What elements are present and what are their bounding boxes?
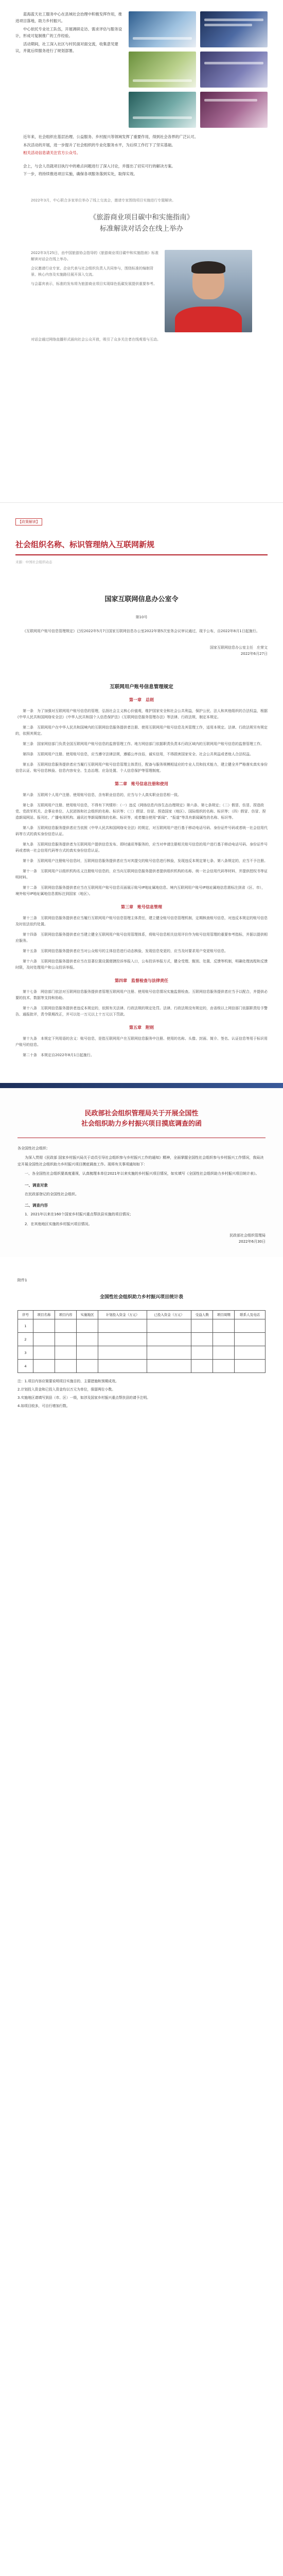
chapter-heading: 第二章 账号信息注册和使用 [115,781,168,786]
article-paragraph: 第二十条 本规定自2022年8月1日起施行。 [23,1053,94,1057]
article-paragraph: 第十七条 网信部门依法对互联网信息服务提供者管理互联网用户注册、使用账号信息情况实施监督检查。互联网信息服务提供者应当予以配合，并提供必要的技术、数据等支持和协助。 [15,989,268,1000]
letter-signer: 民政部社会组织管理局 [229,1233,266,1238]
table-note: 注：1.项目内容应简要说明项目实施目的、主要措施和预期成效。 [17,1379,119,1383]
table-header-row [18,1311,266,1319]
table-cell [147,1319,191,1333]
article-paragraph: 第十条 互联网用户注册账号信息时，互联网信息服务提供者应当对其提交的账号信息进行核验，发现违反本规定第七条、第八条规定的，应当不予注册。 [23,858,268,863]
table-row [18,1333,266,1346]
event-desc-paragraph: 会议邀请行业专家、企业代表与社会组织负责人共同参与，围绕标准的编制背景、核心内容及实施路径展开深入交流。 [31,266,153,277]
event-section [0,179,283,348]
decree-number: 第10号 [135,615,148,619]
table-cell [191,1360,213,1373]
column-header: 联系人及电话 [235,1311,266,1319]
table-cell [213,1333,235,1346]
caption-paragraph: 近年来，社会组织在基层治理、公益服务、乡村振兴等领域发挥了重要作用，得到社会各界的广泛认可。 [23,134,198,139]
article-paragraph: 第九条 互联网信息服务提供者为互联网用户提供信息发布、即时通讯等服务的，应当对申请注册相关账号信息的用户进行基于移动电话号码、身份证件号码或者统一社会信用代码等方式的真实身份信息认证。 [15,842,268,853]
table-cell [77,1360,98,1373]
letter-paragraph: 为深入贯彻《民政部 国家乡村振兴局关于动员引导社会组织参与乡村振兴工作的通知》精神，全面掌握全国性社会组织参与乡村振兴工作情况，我局决定开展全国性社会组织助力乡村振兴项目摸底调查工作。现将有关事项通知如下： [17,1156,264,1166]
letter-banner [0,1083,283,1088]
table-row [18,1319,266,1333]
column-header: 项目内容 [55,1311,77,1319]
table-cell [191,1319,213,1333]
table-notes [17,1378,266,1409]
table-cell [147,1333,191,1346]
event-desc-paragraph: 2022年3月25日，由中国旅游协会指导的《旅游商业项目碳中和实施指南》标准解读对话会在线上举办。 [31,250,159,261]
regulation-title: 互联网用户账号信息管理规定 [110,684,173,690]
article-paragraph: 第一条 为了加强对互联网用户账号信息的管理，弘扬社会主义核心价值观，维护国家安全和社会公共利益，保护公民、法人和其他组织的合法权益，根据《中华人民共和国网络安全法》《中华人民共和国个人信息保护法》《互联网信息服务管理办法》等法律、行政法规，制定本规定。 [15,708,268,719]
table-cell [33,1346,55,1360]
activity-photo [200,92,268,128]
event-title [31,212,252,234]
title-rule [15,554,268,555]
table-cell [77,1319,98,1333]
attachment-label: 附件1 [17,1278,27,1282]
table-note: 2.计划投入资金和已投入资金均以万元为单位，保留两位小数。 [17,1387,115,1392]
letter-paragraph: 1．2021年以来在160个国家乡村振兴重点帮扶县实施的项目情况； [25,1212,133,1216]
article-paragraph: 第十六条 互联网信息服务提供者应当在显著位置设置便捷投诉举报入口，公布投诉举报方式，健全受理、甄别、处置、反馈等机制，明确处理流程和反馈时限，及时处理用户和公众投诉举报。 [15,959,268,970]
article-paragraph: 第十四条 互联网信息服务提供者应当建立健全互联网用户账号信用管理体系，将账号信息相关信用评价作为账号信用管理的重要参考指标，并据以提供相应服务。 [15,932,268,943]
table-cell [98,1333,147,1346]
event-intro: 2022年3月，中心联合多家单位举办了线上交流会，邀请专家围绕项目实施进行专题解读。 [31,198,176,202]
speaker-photo [165,250,252,332]
article-paragraph: 第十一条 互联网用户以组织机构名义注册账号信息的，应当向互联网信息服务提供者提供组织机构的名称、统一社会信用代码等材料，并提供授权书等证明材料。 [15,869,268,879]
table-cell [235,1333,266,1346]
column-header: 序号 [18,1311,33,1319]
chapter-heading: 第一章 总则 [129,697,154,702]
article-paragraph: 第十三条 互联网信息服务提供者应当履行互联网用户账号信息管理主体责任，建立健全账号信息管理机制，定期核查账号信息，对违反本规定的账号信息及时依法依约处置。 [15,916,268,926]
article-tag: 【政策解读】 [15,518,42,526]
table-cell [213,1346,235,1360]
intro-section [0,0,283,163]
table-title: 全国性社会组织助力乡村振兴项目统计表 [99,1295,183,1300]
table-cell [213,1360,235,1373]
project-table [17,1310,266,1373]
chapter-heading: 第四章 监督检查与法律责任 [115,978,168,983]
article-paragraph: 第三条 国家网信部门负责全国互联网用户账号信息的监督管理工作。地方网信部门依据职责负责本行政区域内的互联网用户账号信息的监督管理工作。 [23,741,264,746]
article-paragraph: 第二条 互联网用户在中华人民共和国境内的互联网信息服务提供者注册、使用互联网用户账号信息及其管理工作，适用本规定。法律、行政法规另有规定的，依照其规定。 [15,725,268,736]
article-paragraph: 第七条 互联网用户注册、使用账号信息，不得有下列情形：（一）违反《网络信息内容生态治理规定》第六条、第七条规定；（二）假冒、仿冒、捏造政党、党政军机关、企事业单位、人民团体和社会组织的名称、标识等；（三）假冒、仿冒、捏造国家（地区）、国际组织的名称、标识等；（四）假冒、仿冒、捏造新闻网站、报刊社、广播电视机构、通讯社等新闻媒体的名称、标识等，或者擅自使用“新闻”、“报道”等具有新闻属性的名称、标识等。 [15,803,266,820]
table-cell: 1 [18,1319,33,1333]
intro-more [0,163,283,178]
table-section [0,1257,283,1421]
table-cell [98,1360,147,1373]
column-header: 项目名称 [33,1311,55,1319]
table-cell [55,1360,77,1373]
photo-grid [129,11,268,128]
table-cell [235,1360,266,1373]
table-cell [77,1333,98,1346]
activity-photo [129,52,196,88]
chapter-heading: 第三章 账号信息管理 [121,904,162,909]
decree-notice [0,565,283,657]
event-title-line2: 标准解读对话会在线上举办 [100,224,183,233]
table-cell [147,1346,191,1360]
table-cell [33,1319,55,1333]
more-paragraph: 下一步，将持续推进项目实施，确保各项服务落到实处，取得实效。 [23,172,137,176]
activity-photo [200,11,268,47]
decree-signature [15,645,268,657]
table-cell: 2 [18,1333,33,1346]
table-row [18,1360,266,1373]
letter-title-line1: 民政部社会组织管理局关于开展全国性 [84,1109,199,1117]
letter-subheading: 一、调查对象 [25,1182,48,1188]
table-cell [55,1319,77,1333]
regulation [0,657,283,1058]
letter-paragraph: 一、各全国性社会组织要高度重视，认真梳理本单位2021年以来实施的乡村振兴项目情况，如实填写《全国性社会组织助力乡村振兴项目统计表》。 [25,1172,259,1176]
chapter-heading: 第五章 附则 [129,1025,154,1030]
table-cell: 4 [18,1360,33,1373]
decree-title: 国家互联网信息办公室令 [104,595,179,603]
letter-signature [17,1232,266,1245]
letter-title-line2: 社会组织助力乡村振兴项目摸底调查的函 [81,1120,202,1128]
activity-photo [200,52,268,88]
column-header: 项目周期 [213,1311,235,1319]
intro-paragraph: 中心依托专业社工队伍，开展调研走访、需求评估与服务设计，形成可复制推广的工作经验。 [15,27,122,38]
caption-highlight: 相关活动信息请关注官方公众号。 [23,150,80,155]
letter-salutation: 各全国性社会组织： [17,1146,50,1150]
table-cell [98,1319,147,1333]
activity-photo [129,11,196,47]
column-header: 受益人数 [191,1311,213,1319]
intro-paragraph: 活动期间，社工深入社区与村民面对面交流，收集意见建议，并就后续服务进行了规划部署。 [15,42,118,53]
table-cell [55,1346,77,1360]
article-paragraph: 第四条 互联网用户注册、使用账号信息，应当遵守法律法规，遵循公序良俗，诚实信用，不得损害国家安全、社会公共利益或者他人合法权益。 [23,752,253,756]
intro-caption [15,134,268,157]
letter-paragraph: 在民政部登记的全国性社会组织。 [25,1192,79,1196]
event-title-line1: 《旅游商业项目碳中和实施指南》 [89,213,194,222]
decree-signer: 国家互联网信息办公室主任 庄荣文 [210,645,268,650]
table-cell [147,1360,191,1373]
column-header: 实施地区 [77,1311,98,1319]
table-cell [235,1319,266,1333]
letter-date: 2022年6月30日 [238,1240,266,1244]
table-cell [98,1346,147,1360]
article-paragraph: 第六条 互联网个人用户注册、使用账号信息，含有职业信息的，应当与个人真实职业信息相一致。 [23,792,181,797]
table-cell [33,1333,55,1346]
decree-date: 2022年6月27日 [240,651,268,656]
article-paragraph: 第五条 互联网信息服务提供者应当履行互联网用户账号信息管理主体责任，配备与服务规模相适应的专业人员和技术能力，建立健全并严格落实真实身份信息认证、账号信息核验、信息内容安全、生态治理、应急处置、个人信息保护等管理制度。 [15,762,268,773]
table-cell: 3 [18,1346,33,1360]
caption-paragraph: 本次活动的开展，进一步提升了社会组织的专业化服务水平，为后续工作打下了坚实基础。 [23,142,175,147]
event-description [31,250,160,332]
table-cell [77,1346,98,1360]
column-header: 计划投入资金（万元） [98,1311,147,1319]
table-note: 4.如项目较多，可自行增加行数。 [17,1404,70,1408]
event-desc-paragraph: 与会嘉宾表示，标准的发布将为旅游商业项目实现绿色低碳发展提供重要参考。 [31,281,157,286]
table-cell [55,1333,77,1346]
letter-title [17,1109,266,1129]
intro-paragraph: 蓝海蓝天社工服务中心在县域社会治理中积极发挥作用，推进项目落地，助力乡村振兴。 [15,12,122,23]
table-note: 3.实施地区请填写到县（市、区）一级，如涉及国家乡村振兴重点帮扶县的请予注明。 [17,1396,150,1400]
table-cell [191,1333,213,1346]
column-header: 已投入资金（万元） [147,1311,191,1319]
table-row [18,1346,266,1360]
table-cell [235,1346,266,1360]
article-paragraph: 第十八条 互联网信息服务提供者违反本规定的，依照有关法律、行政法规的规定处罚。法律、行政法规没有规定的，由省级以上网信部门依据职责给予警告、通报批评，责令限期改正，并可以处一万元以上十万元以下罚款。 [15,1006,268,1016]
more-paragraph: 会上，与会人员就项目执行中的难点问题进行了深入讨论，并提出了切实可行的解决方案。 [23,163,175,168]
article-paragraph: 第八条 互联网信息服务提供者应当依照《中华人民共和国网络安全法》的规定，对互联网用户进行基于移动电话号码、身份证件号码或者统一社会信用代码等方式的真实身份信息认证。 [15,825,268,836]
article-paragraph: 第十五条 互联网信息服务提供者应当对公众账号的主体信息进行动态核验，发现信息变更的，应当及时要求用户变更账号信息。 [23,948,228,953]
intro-text [15,11,123,128]
article-paragraph: 第十九条 本规定下列用语的含义：账号信息，是指互联网用户在互联网信息服务中注册、使用的名称、头像、封面、简介、签名、认证信息等用于标识用户账号的信息。 [15,1036,268,1047]
table-cell [191,1346,213,1360]
table-cell [33,1360,55,1373]
letter-section [0,1083,283,1258]
article-title: 社会组织名称、标识管理纳入互联网新规 [15,539,155,549]
activity-photo [129,92,196,128]
letter [0,1088,283,1258]
decree-body: 《互联网用户账号信息管理规定》已经2022年5月7日国家互联网信息办公室2022年第5次室务会议审议通过，现予公布，自2022年8月1日起施行。 [23,629,260,633]
letter-subheading: 二、调查内容 [25,1203,48,1208]
table-cell [213,1319,235,1333]
letter-paragraph: 2．在其他地区实施的乡村振兴项目情况。 [25,1222,92,1226]
article-paragraph: 第十二条 互联网信息服务提供者应当在互联网用户账号信息页面展示账号IP地址属地信息。境内互联网用户账号IP地址属地信息需标注到省（区、市），境外账号IP地址属地信息需标注到国家（地区）。 [15,885,266,896]
article-header [0,503,283,565]
event-more: 对话会通过网络直播形式面向社会公众开放，吸引了众多关注者在线观看与互动。 [31,337,161,342]
article-source: 来源：中国社会组织动态 [15,560,52,564]
